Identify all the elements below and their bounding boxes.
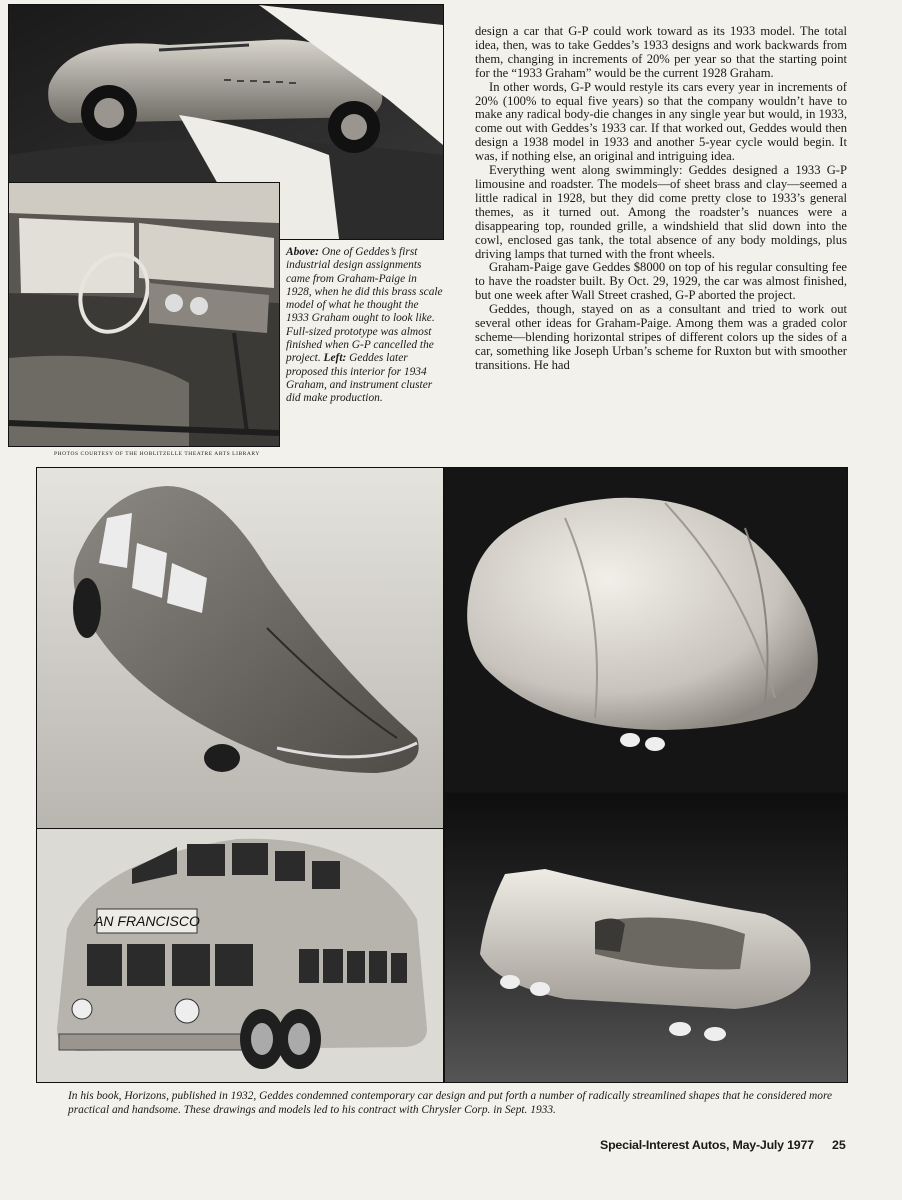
article-paragraph: Graham-Paige gave Geddes $8000 on top of his regular consulting fee to have the roadster built. By Oct. 29, 1929, the car was almost finished, but one week after Wall Street crashed, G-P aborted the project. [475,260,847,303]
page-number: 25 [832,1138,846,1152]
caption-text-above: One of Geddes’s first industrial design assignments came from Graham-Paige in 1928, when he did this brass scale model of what he thought the 1933 Graham ought to look like. Full-sized prototype was almost finished when G-P cancelled the project. [286,246,443,365]
photo-streamlined-bus-drawing [36,828,444,1083]
photo-egg-clay-model [444,467,848,793]
footer-magazine-issue: Special-Interest Autos, May-July 1977 [600,1138,814,1152]
caption-label-left: Left: [323,352,347,365]
article-paragraph: Everything went along swimmingly: Geddes designed a 1933 G-P limousine and roadster. The models—of sheet brass and clay—seemed a little radical in 1928, but they did come pretty close to 1933’s general themes, as it turned out. Among the roadster’s nuances were a disappearing top, rounded grille, a windshield that slid down into the cowl, enclosed gas tank, the total absence of any body moldings, plus driving lamps that turned with the front wheels. [475,163,847,261]
caption-text-left: Geddes later proposed this interior for 1934 Graham, and instrument cluster did make production. [286,352,433,405]
bus-destination-sign: AN FRANCISCO [94,913,200,929]
photo-streamlined-car-model [444,793,848,1083]
photo-interior [8,182,280,447]
photo-caption-bottom: In his book, Horizons, published in 1932, Geddes condemned contemporary car design and put forth a number of radically streamlined shapes that he considered more practical and handsome. These drawings and models led to his contract with Chrysler Corp. in Sept. 1933. [68,1090,833,1116]
article-body [475,25,847,373]
article-paragraph: design a car that G-P could work toward as its 1933 model. The total idea, then, was to take Geddes’s 1933 designs and work backwards from them, changing in increments of 20% per year so that the starting point for the “1933 Graham” would be the current 1928 Graham. [475,24,847,80]
caption-label-above: Above: [286,246,319,258]
photo-caption-top [286,246,443,406]
photo-credit: PHOTOS COURTESY OF THE HOBLITZELLE THEATRE ARTS LIBRARY [54,451,260,457]
article-paragraph: Geddes, though, stayed on as a consultant and tried to work out several other ideas for Graham-Paige. Among them was a graded color scheme—blending horizontal stripes of different colors up the sides of a car, something like Joseph Urban’s scheme for Ruxton but with smoother transitions. He had [475,302,847,372]
photo-streamlined-sedan-drawing [36,467,444,829]
article-paragraph: In other words, G-P would restyle its cars every year in increments of 20% (100% to equal five years) so that the company wouldn’t have to make any radical body-die changes in any single year but would, in 1933, come out with Geddes’s 1933 car. If that worked out, Geddes would then design a 1938 model in 1933 and another 5-year cycle would begin. It was, if nothing else, an original and intriguing idea. [475,79,847,164]
